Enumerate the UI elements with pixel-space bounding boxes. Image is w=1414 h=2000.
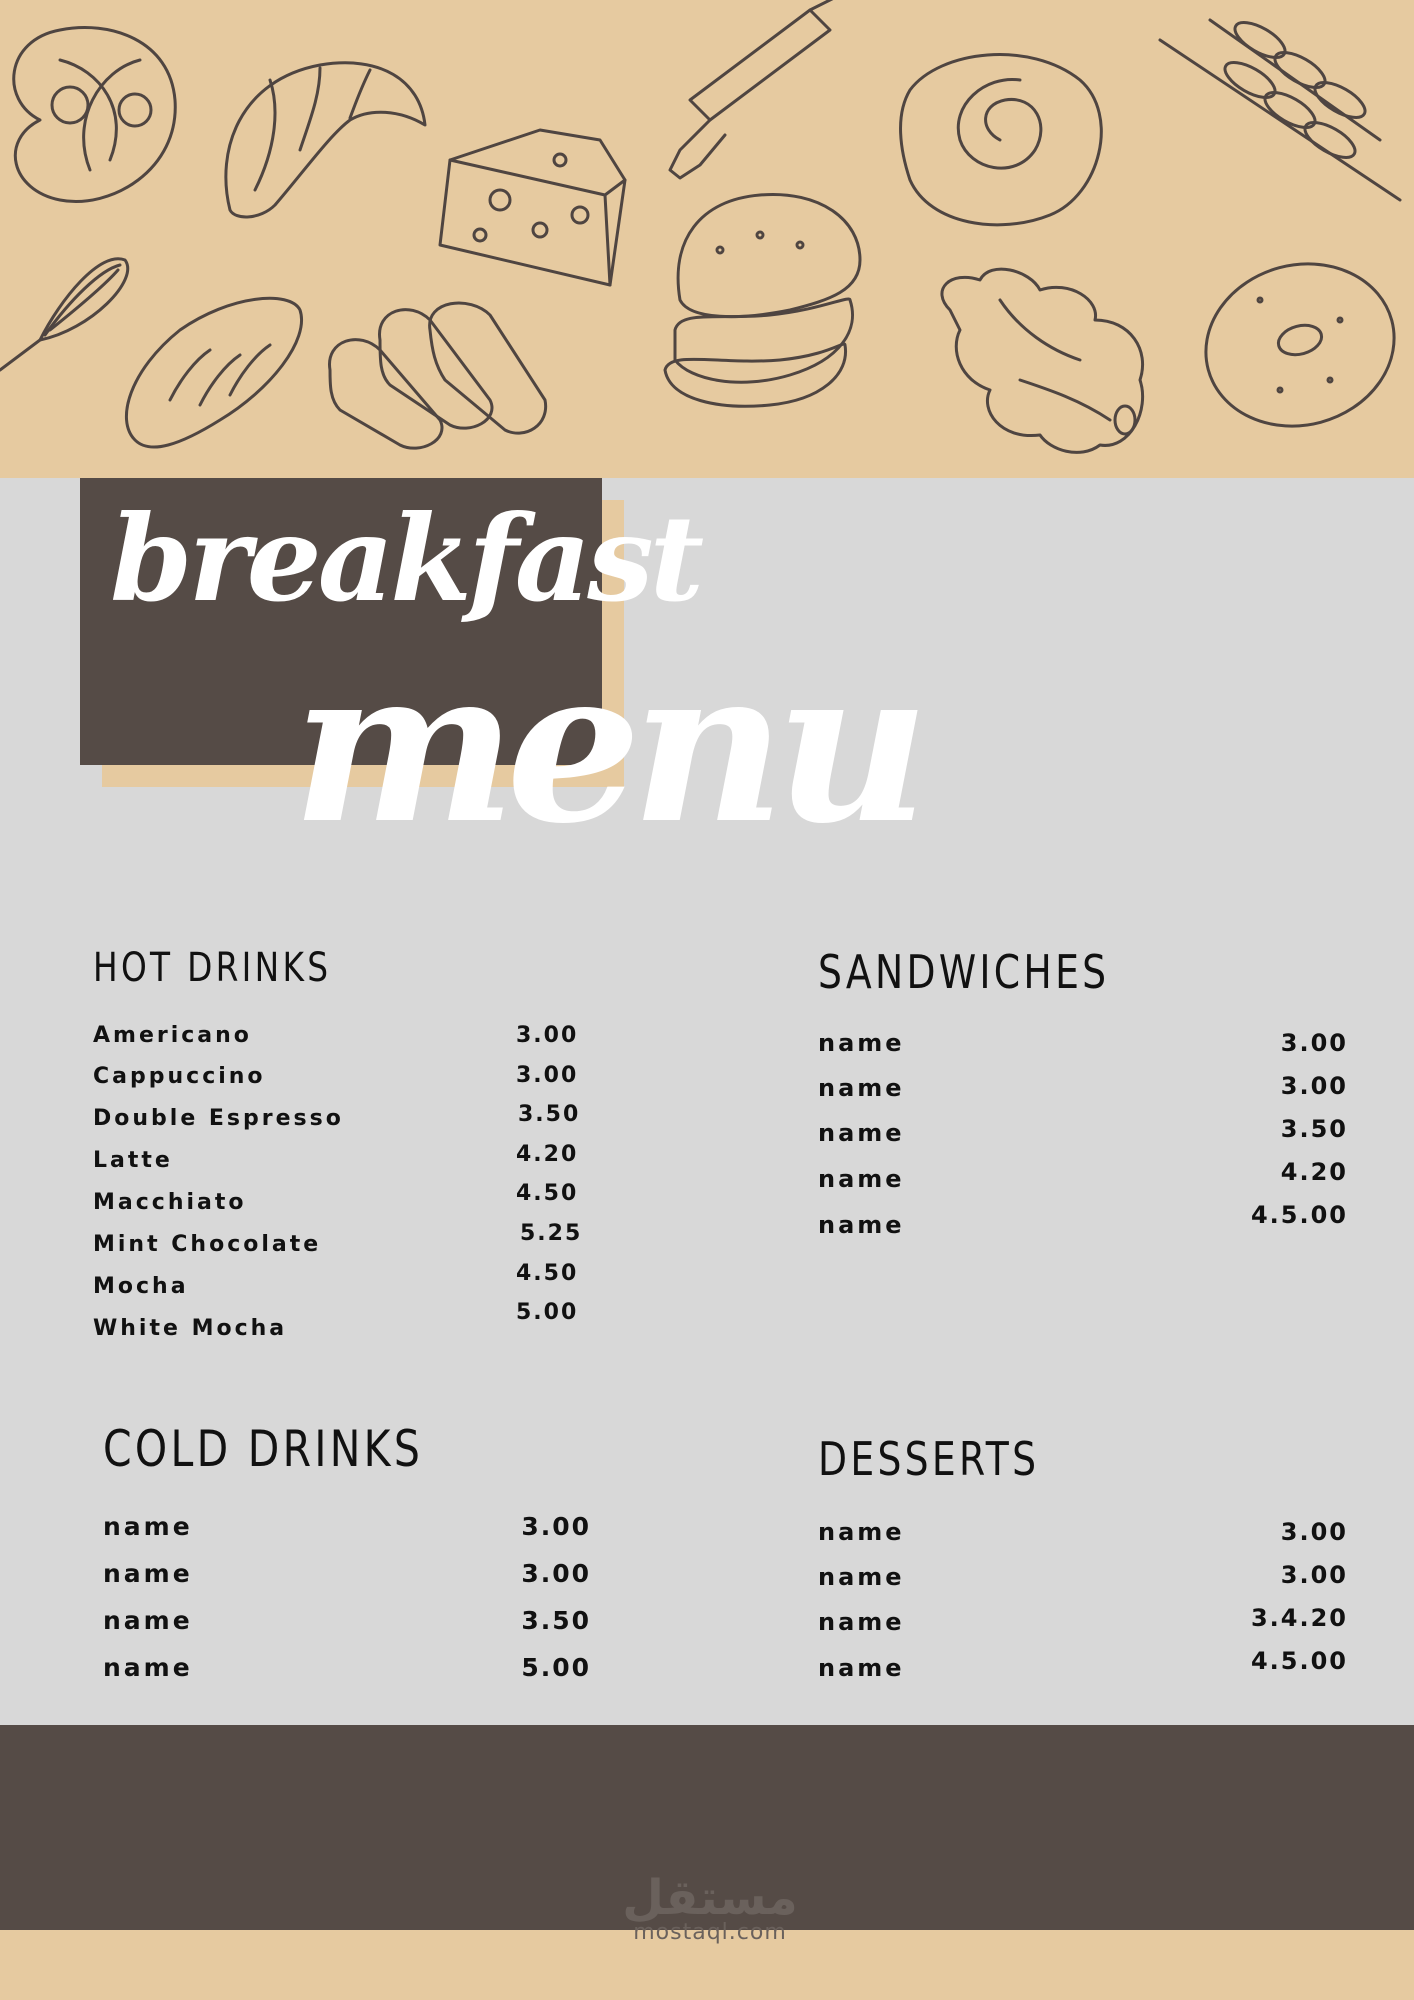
list-item: name (818, 1608, 905, 1636)
watermark-logo: مستقل (622, 1870, 798, 1926)
title-menu: menu (292, 621, 920, 870)
item-price: 3.00 (1280, 1072, 1348, 1100)
item-price: 3.00 (516, 1023, 579, 1048)
item-price: 4.50 (516, 1181, 579, 1206)
list-item: Latte (93, 1148, 173, 1173)
item-price: 3.00 (1280, 1518, 1348, 1546)
item-price: 4.50 (516, 1261, 579, 1286)
croissant-icon (226, 63, 425, 217)
list-item: name (103, 1559, 193, 1588)
list-item: name (103, 1512, 193, 1541)
list-item: Cappuccino (93, 1064, 266, 1089)
item-price: 5.25 (520, 1221, 583, 1246)
list-item: name (818, 1165, 905, 1193)
item-price: 3.4.20 (1250, 1604, 1348, 1632)
item-price: 5.00 (516, 1300, 579, 1325)
list-item: Americano (93, 1023, 252, 1048)
wheat-icon (1160, 16, 1400, 200)
list-item: name (818, 1654, 905, 1682)
list-item: name (818, 1518, 905, 1546)
list-item: name (818, 1211, 905, 1239)
sandwiches-heading: SANDWICHES (818, 945, 1110, 999)
item-price: 3.00 (1280, 1561, 1348, 1589)
watermark (560, 1870, 860, 1945)
list-item: Mint Chocolate (93, 1232, 322, 1257)
hot-drinks-section (93, 945, 593, 1345)
item-price: 4.5.00 (1250, 1647, 1348, 1675)
bakery-illustration-band (0, 0, 1414, 478)
list-item: White Mocha (93, 1316, 288, 1341)
item-price: 3.50 (521, 1606, 591, 1635)
desserts-heading: DESSERTS (818, 1432, 1040, 1486)
list-item: name (103, 1606, 193, 1635)
list-item: name (818, 1029, 905, 1057)
list-item: name (818, 1563, 905, 1591)
item-price: 3.00 (516, 1063, 579, 1088)
pretzel-icon (14, 28, 175, 202)
cold-drinks-section (103, 1420, 603, 1700)
item-price: 3.00 (1280, 1029, 1348, 1057)
bread-slices-icon (330, 303, 546, 448)
item-price: 4.20 (516, 1142, 579, 1167)
rolling-pin-icon (670, 0, 840, 178)
cold-drinks-heading: COLD DRINKS (103, 1420, 424, 1478)
watermark-url: mostaql.com (633, 1920, 787, 1945)
list-item: Mocha (93, 1274, 189, 1299)
whisk-icon (0, 259, 128, 370)
item-price: 5.00 (521, 1653, 591, 1682)
title-breakfast: breakfast (110, 489, 701, 628)
item-price: 3.50 (518, 1102, 581, 1127)
item-price: 4.20 (1280, 1158, 1348, 1186)
list-item: Macchiato (93, 1190, 247, 1215)
list-item: Double Espresso (93, 1106, 344, 1131)
list-item: name (103, 1653, 193, 1682)
burger-bun-icon (665, 194, 860, 406)
item-price: 4.5.00 (1250, 1201, 1348, 1229)
hot-drinks-heading: HOT DRINKS (93, 945, 332, 991)
list-item: name (818, 1074, 905, 1102)
cheese-icon (440, 130, 625, 285)
item-price: 3.00 (521, 1559, 591, 1588)
list-item: name (818, 1119, 905, 1147)
item-price: 3.50 (1280, 1115, 1348, 1143)
cinnamon-roll-icon (901, 55, 1102, 225)
sandwiches-section (818, 945, 1348, 1245)
braided-bread-icon (942, 269, 1143, 452)
desserts-section (818, 1432, 1348, 1692)
bagel-icon (1188, 243, 1413, 447)
baguette-icon (126, 298, 301, 447)
item-price: 3.00 (521, 1512, 591, 1541)
